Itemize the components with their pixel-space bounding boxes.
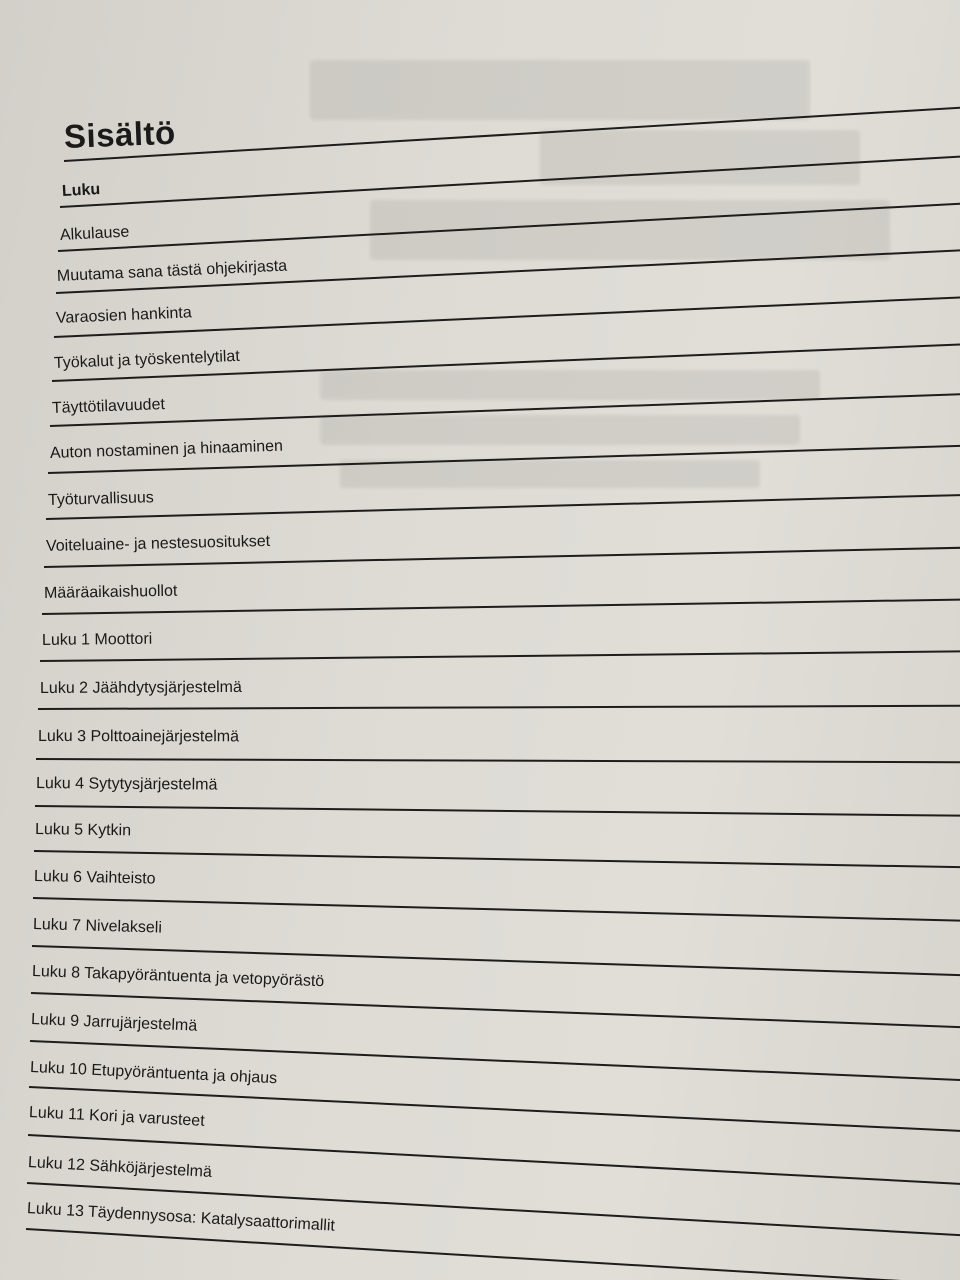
toc-entry: Luku 12 Sähköjärjestelmä bbox=[27, 1154, 213, 1181]
toc-entry: Luku 7 Nivelakseli bbox=[32, 916, 163, 937]
toc-entry: Auton nostaminen ja hinaaminen bbox=[49, 437, 284, 462]
toc-entry: Luku 3 Polttoainejärjestelmä bbox=[37, 728, 240, 746]
toc-entry: Varaosien hankinta bbox=[55, 304, 193, 327]
divider-rule bbox=[36, 758, 960, 764]
page-title: Sisältö bbox=[63, 113, 177, 155]
toc-entry: Määräaikaishuollot bbox=[43, 582, 178, 602]
divider-rule bbox=[42, 596, 960, 615]
toc-entry: Luku 5 Kytkin bbox=[34, 821, 132, 840]
toc-entry: Luku 8 Takapyöräntuenta ja vetopyörästö bbox=[31, 963, 325, 991]
toc-entry: Työkalut ja työskentelytilat bbox=[53, 347, 241, 372]
toc-entry: Luku 9 Jarrujärjestelmä bbox=[30, 1011, 198, 1035]
divider-rule bbox=[38, 704, 960, 710]
toc-entry: Luku 11 Kori ja varusteet bbox=[28, 1104, 206, 1130]
divider-rule bbox=[46, 489, 960, 520]
divider-rule bbox=[33, 897, 960, 926]
divider-rule bbox=[58, 192, 960, 252]
toc-entry: Työturvallisuus bbox=[47, 489, 155, 509]
toc-entry: Voiteluaine- ja nestesuositukset bbox=[45, 532, 271, 555]
divider-rule bbox=[64, 95, 960, 162]
toc-entry: Luku 4 Sytytysjärjestelmä bbox=[35, 775, 218, 794]
toc-entry: Luku bbox=[61, 181, 101, 200]
toc-entry: Luku 1 Moottori bbox=[41, 630, 153, 649]
toc-entry: Alkulause bbox=[59, 223, 130, 244]
toc-entry: Täyttötilavuudet bbox=[51, 396, 166, 417]
divider-rule bbox=[50, 387, 960, 427]
divider-rule bbox=[34, 850, 960, 871]
toc-entry: Luku 10 Etupyöräntuenta ja ohjaus bbox=[29, 1059, 278, 1088]
toc-entry: Luku 13 Täydennysosa: Katalysaattorimallit bbox=[26, 1200, 336, 1235]
divider-rule bbox=[26, 1228, 960, 1280]
toc-entry: Luku 2 Jäähdytysjärjestelmä bbox=[39, 678, 242, 697]
toc-entry: Luku 6 Vaihteisto bbox=[33, 868, 156, 888]
toc-entry: Muutama sana tästä ohjekirjasta bbox=[56, 257, 288, 285]
divider-rule bbox=[35, 805, 960, 819]
divider-rule bbox=[40, 648, 960, 662]
